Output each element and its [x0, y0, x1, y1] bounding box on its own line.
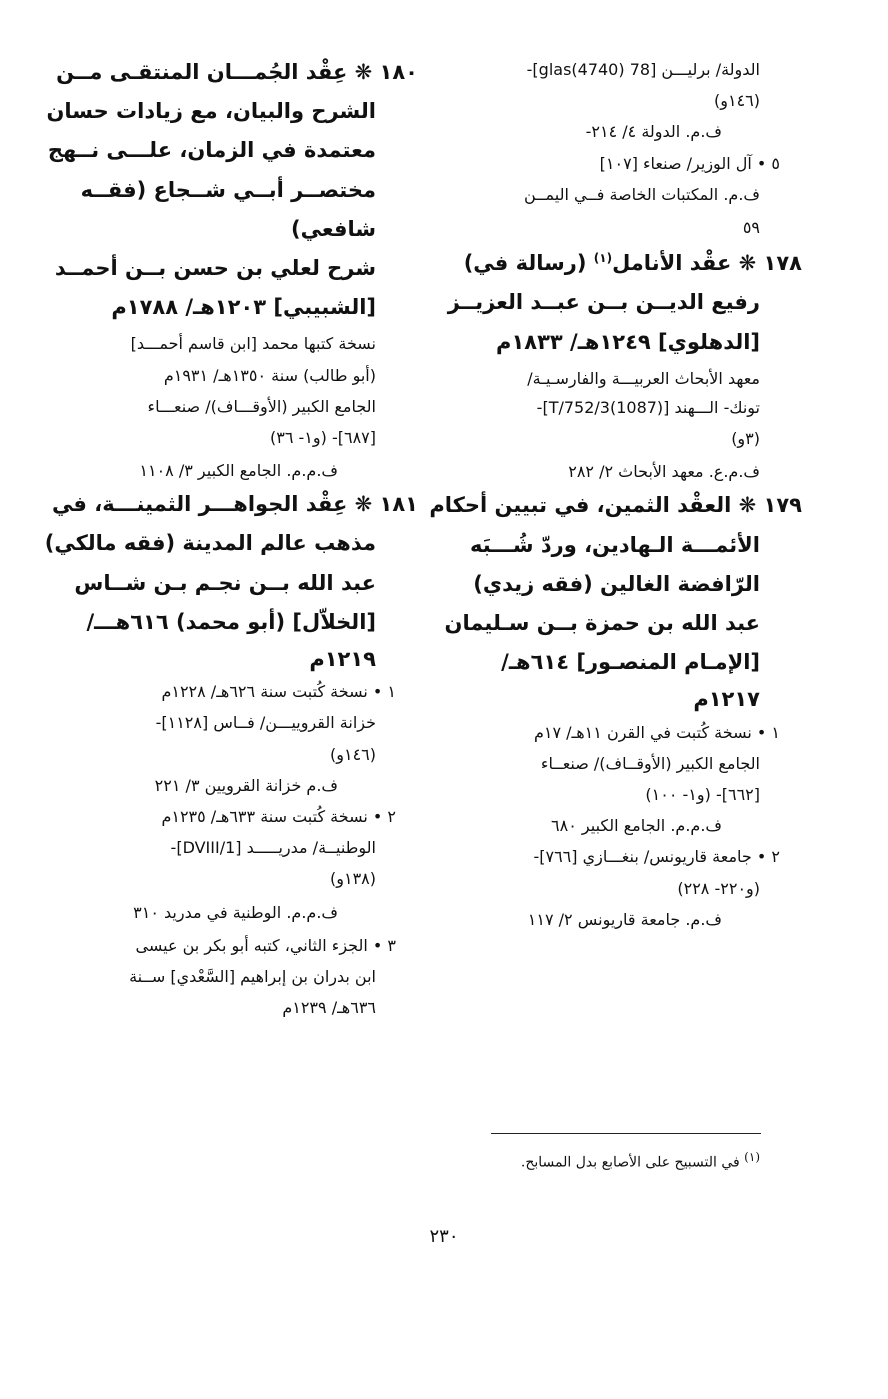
column-right-line	[442, 429, 760, 448]
column-left-line	[66, 745, 376, 764]
column-left-line	[56, 60, 418, 85]
line-text: الجامع الكبير (الأوقــاف)/ صنعــاء	[540, 753, 760, 773]
line-text: مختصــر أبــي شــجاع (فقــه	[80, 177, 376, 202]
column-left-line	[66, 838, 376, 857]
right-column	[429, 60, 802, 929]
line-text: رفيع الديــن بــن عبــد العزيــز	[447, 290, 760, 315]
column-right-line	[442, 723, 780, 742]
column-right-line	[429, 493, 802, 518]
column-right-line	[442, 218, 760, 237]
line-text: الرّافضة الغالين (فقه زيدي)	[473, 571, 760, 596]
column-left-line	[44, 531, 376, 556]
column-right-line	[442, 60, 760, 79]
line-text: ٣ • الجزء الثاني، كتبه أبو بكر بن عيسى	[135, 935, 396, 955]
line-text: ف.م.ع. معهد الأبحاث ٢/ ٢٨٢	[568, 462, 760, 482]
line-text: (أبو طالب) سنة ١٣٥٠هـ/ ١٩٣١م	[163, 365, 376, 385]
footnote-marker: (١)	[744, 1150, 760, 1164]
column-right-line	[442, 369, 760, 388]
footnote-rule	[491, 1133, 761, 1134]
line-text: ٥ • آل الوزير/ صنعاء [١٠٧]	[599, 153, 780, 173]
line-text-tail: (رسالة في)	[463, 251, 594, 276]
line-text: ١ • نسخة كُتبت في القرن ١١هـ/ ١٧م	[533, 722, 780, 742]
line-text: ٥٩	[742, 217, 760, 237]
column-left-line	[47, 138, 376, 163]
line-text: مذهب عالم المدينة (فقه مالكي)	[44, 531, 376, 556]
column-right-line	[442, 847, 780, 866]
column-left-line	[66, 461, 338, 480]
line-text: الدولة/ برليـــن [78 glas(4740)]-	[526, 60, 760, 79]
line-text: ١٢١٧م	[693, 687, 760, 712]
line-text: ف.م.م. الوطنية في مدريد ٣١٠	[133, 902, 338, 922]
column-right-line	[442, 91, 760, 110]
column-left-line	[66, 217, 376, 242]
line-text: (١٤٦و)	[714, 91, 760, 111]
column-right-line	[442, 910, 722, 929]
line-text: [الدهلوي] ١٢٤٩هـ/ ١٨٣٣م	[496, 329, 760, 354]
line-text: ف.م. الدولة ٤/ ٢١٤-	[585, 122, 722, 142]
line-text: الجامع الكبير (الأوقـــاف)/ صنعـــاء	[147, 396, 376, 416]
column-right-line	[442, 572, 760, 597]
column-left-line	[66, 713, 376, 732]
line-text: [الشبيبي] ١٢٠٣هـ/ ١٧٨٨م	[111, 295, 376, 320]
column-left-line	[66, 334, 376, 353]
line-text: ١٨١ ❋ عِقْد الجواهـــر الثمينـــة، في	[51, 492, 418, 517]
line-text: [الإمـام المنصـور] ٦١٤هـ/	[501, 650, 760, 675]
column-right-line	[442, 185, 760, 204]
column-left-line	[66, 936, 396, 955]
column-left-line	[66, 610, 376, 635]
column-left-line	[66, 998, 376, 1017]
column-left-line	[66, 571, 376, 596]
line-text: شافعي)	[291, 216, 376, 241]
page-number: ٢٣٠	[429, 1226, 459, 1247]
line-text: [٦٨٧]- (و١- ٣٦)	[270, 427, 376, 447]
column-right-line	[442, 879, 760, 898]
column-left-line	[66, 366, 376, 385]
column-left-line	[66, 869, 376, 888]
column-left-line	[66, 682, 396, 701]
footnote-reference: (١)	[593, 251, 613, 266]
line-text: ١٧٩ ❋ العقْد الثمين، في تبيين أحكام	[429, 493, 802, 518]
line-text: معتمدة في الزمان، علـــى نــهج	[47, 138, 376, 163]
column-left-line	[66, 776, 338, 795]
column-right-line	[442, 533, 760, 558]
line-text: الوطنيــة/ مدريـــــد [DVIII/1]-	[170, 838, 376, 858]
line-text: (١٣٨و)	[330, 869, 376, 889]
line-text: خزانة القروييـــن/ فــاس [١١٢٨]-	[155, 713, 376, 733]
line-text: الشرح والبيان، مع زيادات حسان	[46, 99, 376, 124]
column-right-line	[442, 816, 722, 835]
line-text: (٣و)	[731, 429, 760, 449]
column-right-line	[442, 462, 760, 481]
column-left-line	[66, 807, 396, 826]
line-text: شرح لعلي بن حسن بــن أحمــد	[54, 255, 376, 280]
footnote	[521, 1150, 760, 1171]
column-left-line	[66, 295, 376, 320]
column-left-line	[66, 397, 376, 416]
line-text: ١٢١٩م	[309, 647, 376, 671]
column-left-line	[66, 647, 376, 672]
line-text: [الخلاّل] (أبو محمد) ٦١٦هـــ/	[86, 609, 376, 634]
column-right-line	[442, 251, 802, 276]
column-right-line	[442, 154, 780, 173]
line-text: (١٤٦و)	[330, 744, 376, 764]
line-text: ف.م.م. الجامع الكبير ٣/ ١١٠٨	[139, 461, 338, 481]
column-right-line	[442, 398, 760, 417]
left-column	[44, 60, 418, 1018]
line-text: ابن بدران بن إبراهيم [السَّعْدي] ســنة	[129, 966, 376, 986]
line-text: ١٨٠ ❋ عِقْد الجُمـــان المنتقـى مــن	[56, 60, 418, 84]
line-text: عبد الله بــن نجـم بـن شــاس	[74, 570, 376, 595]
line-text: ٦٣٦هـ/ ١٢٣٩م	[282, 998, 376, 1018]
line-text: عبد الله بن حمزة بــن سـليمان	[444, 611, 760, 635]
line-text: نسخة كتبها محمد [ابن قاسم أحمـــد]	[130, 334, 376, 354]
column-right-line	[442, 687, 760, 712]
column-right-line	[442, 330, 760, 355]
line-text: ٢ • نسخة كُتبت سنة ٦٣٣هـ/ ١٢٣٥م	[161, 806, 396, 826]
column-right-line	[442, 754, 760, 773]
line-text: الأئمـــة الـهادين، وردّ شُـــبَه	[470, 532, 760, 557]
column-right-line	[442, 611, 760, 636]
footnote-text: في التسبيح على الأصابع بدل المسابح.	[520, 1154, 740, 1171]
line-text: ٢ • جامعة قاريونس/ بنغـــازي [٧٦٦]-	[533, 847, 780, 867]
column-right-line	[442, 785, 760, 804]
line-text: ف.م. جامعة قاريونس ٢/ ١١٧	[527, 909, 722, 929]
column-left-line	[66, 428, 376, 447]
column-left-line	[51, 492, 418, 517]
line-text: (و٢٢٠- ٢٢٨)	[677, 878, 760, 898]
column-left-line	[66, 903, 338, 922]
line-text: [٦٦٢]- (و١- ١٠٠)	[645, 784, 760, 804]
column-left-line	[66, 178, 376, 203]
line-text: ف.م خزانة القرويين ٣/ ٢٢١	[154, 775, 338, 795]
column-right-line	[442, 650, 760, 675]
line-text: تونك- الـــهند [T/752/3(1087)]-	[536, 397, 760, 417]
line-text: ف.م. المكتبات الخاصة فــي اليمــن	[523, 184, 760, 204]
column-right-line	[442, 122, 722, 141]
line-text: ١ • نسخة كُتبت سنة ٦٢٦هـ/ ١٢٢٨م	[161, 682, 396, 702]
line-text: ف.م.م. الجامع الكبير ٦٨٠	[551, 816, 722, 836]
column-right-line	[442, 290, 760, 315]
column-left-line	[54, 255, 376, 281]
column-left-line	[66, 967, 376, 986]
line-text: ١٧٨ ❋ عقْد الأنامل	[612, 251, 802, 276]
line-text: معهد الأبحاث العربيـــة والفارسـيـة/	[527, 368, 760, 388]
column-left-line	[46, 99, 376, 124]
